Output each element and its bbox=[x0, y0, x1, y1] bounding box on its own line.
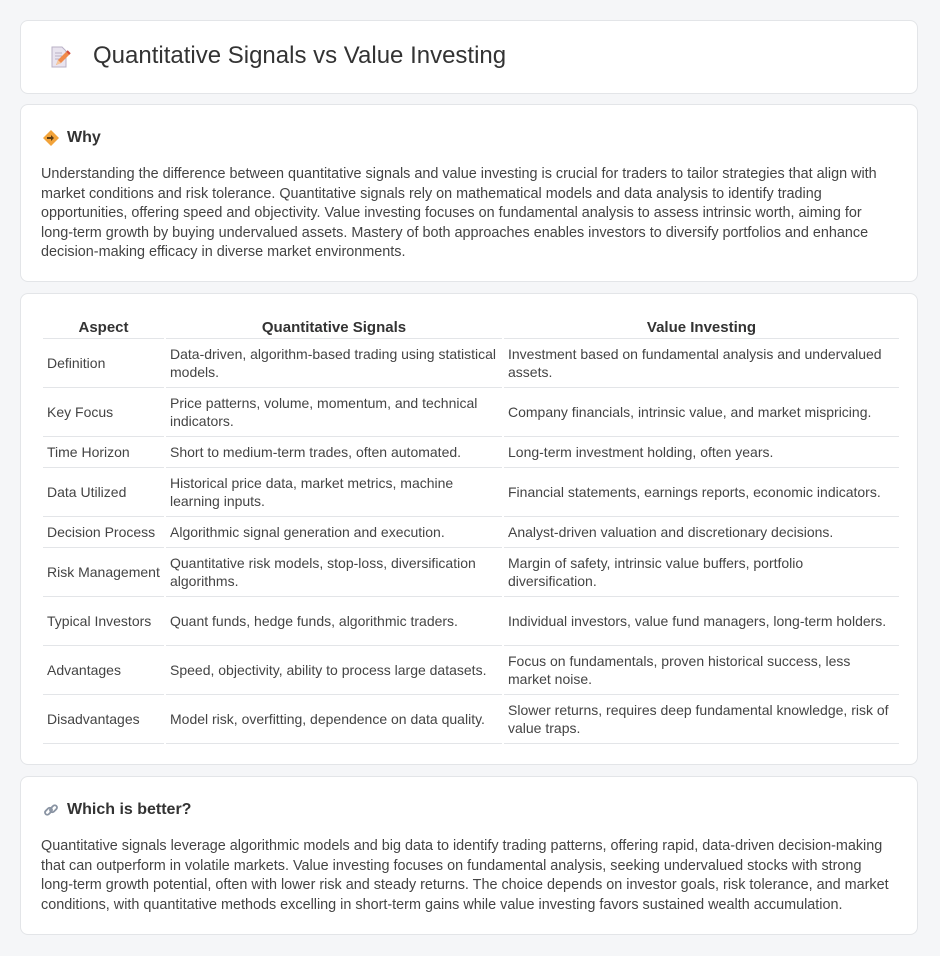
aspect-cell: Decision Process bbox=[43, 517, 164, 548]
quantitative-cell: Short to medium-term trades, often automated. bbox=[166, 437, 502, 468]
aspect-cell: Definition bbox=[43, 339, 164, 388]
why-section bbox=[20, 104, 918, 282]
table-header-row bbox=[43, 317, 899, 339]
better-heading bbox=[43, 799, 191, 821]
quantitative-cell: Speed, objectivity, ability to process large datasets. bbox=[166, 646, 502, 695]
why-heading bbox=[43, 127, 101, 149]
quantitative-cell: Model risk, overfitting, dependence on data quality. bbox=[166, 695, 502, 744]
value-cell: Company financials, intrinsic value, and market mispricing. bbox=[504, 388, 899, 437]
comparison-section bbox=[20, 293, 918, 765]
quantitative-cell: Price patterns, volume, momentum, and technical indicators. bbox=[166, 388, 502, 437]
quantitative-cell: Historical price data, market metrics, machine learning inputs. bbox=[166, 468, 502, 517]
table-row bbox=[43, 437, 899, 468]
better-text: Quantitative signals leverage algorithmic models and big data to identify trading patterns, offering rapid, data-driven decision-making that can outperform in volatile markets. Value investing focuses on fundamental analysis, seeking undervalued stocks with strong long-term growth potential, often with lower risk and steady returns. The choice depends on investor goals, risk tolerance, and market conditions, with quantitative methods excelling in short-term gains while value investing favors sustained wealth accumulation. bbox=[41, 838, 889, 913]
value-cell: Financial statements, earnings reports, economic indicators. bbox=[504, 468, 899, 517]
value-cell: Focus on fundamentals, proven historical success, less market noise. bbox=[504, 646, 899, 695]
quantitative-cell: Data-driven, algorithm-based trading using statistical models. bbox=[166, 339, 502, 388]
aspect-cell: Disadvantages bbox=[43, 695, 164, 744]
memo-pencil-icon bbox=[47, 45, 71, 69]
quantitative-cell: Algorithmic signal generation and execution. bbox=[166, 517, 502, 548]
table-row bbox=[43, 695, 899, 744]
table-row bbox=[43, 548, 899, 597]
page-title: Quantitative Signals vs Value Investing bbox=[93, 42, 507, 69]
diamond-arrow-icon bbox=[43, 130, 59, 146]
aspect-cell: Key Focus bbox=[43, 388, 164, 437]
title-card bbox=[20, 20, 918, 94]
value-cell: Analyst-driven valuation and discretionary decisions. bbox=[504, 517, 899, 548]
comparison-table bbox=[41, 317, 901, 744]
aspect-cell: Risk Management bbox=[43, 548, 164, 597]
quantitative-cell: Quant funds, hedge funds, algorithmic traders. bbox=[166, 597, 502, 646]
better-title: Which is better? bbox=[67, 801, 192, 818]
aspect-cell: Data Utilized bbox=[43, 468, 164, 517]
value-cell: Slower returns, requires deep fundamental knowledge, risk of value traps. bbox=[504, 695, 899, 744]
value-cell: Margin of safety, intrinsic value buffers, portfolio diversification. bbox=[504, 548, 899, 597]
table-row bbox=[43, 597, 899, 646]
column-header-value: Value Investing bbox=[504, 317, 899, 339]
table-row bbox=[43, 517, 899, 548]
why-title: Why bbox=[67, 129, 101, 146]
aspect-cell: Advantages bbox=[43, 646, 164, 695]
value-cell: Long-term investment holding, often years. bbox=[504, 437, 899, 468]
link-icon bbox=[43, 802, 59, 818]
column-header-aspect: Aspect bbox=[43, 317, 164, 339]
table-row bbox=[43, 468, 899, 517]
aspect-cell: Time Horizon bbox=[43, 437, 164, 468]
table-row bbox=[43, 646, 899, 695]
column-header-quantitative: Quantitative Signals bbox=[166, 317, 502, 339]
value-cell: Investment based on fundamental analysis and undervalued assets. bbox=[504, 339, 899, 388]
table-row bbox=[43, 388, 899, 437]
table-row bbox=[43, 339, 899, 388]
which-is-better-section bbox=[20, 776, 918, 935]
aspect-cell: Typical Investors bbox=[43, 597, 164, 646]
why-text: Understanding the difference between quantitative signals and value investing is crucial for traders to tailor strategies that align with market conditions and risk tolerance. Quantitative signals rely on mathematical models and data analysis to identify trading opportunities, offering speed and objectivity. Value investing focuses on fundamental analysis to assess intrinsic worth, aiming for long-term growth by buying undervalued assets. Mastery of both approaches enables investors to diversify portfolios and enhance decision-making efficacy in diverse market environments. bbox=[41, 166, 877, 261]
quantitative-cell: Quantitative risk models, stop-loss, diversification algorithms. bbox=[166, 548, 502, 597]
value-cell: Individual investors, value fund managers, long-term holders. bbox=[504, 597, 899, 646]
